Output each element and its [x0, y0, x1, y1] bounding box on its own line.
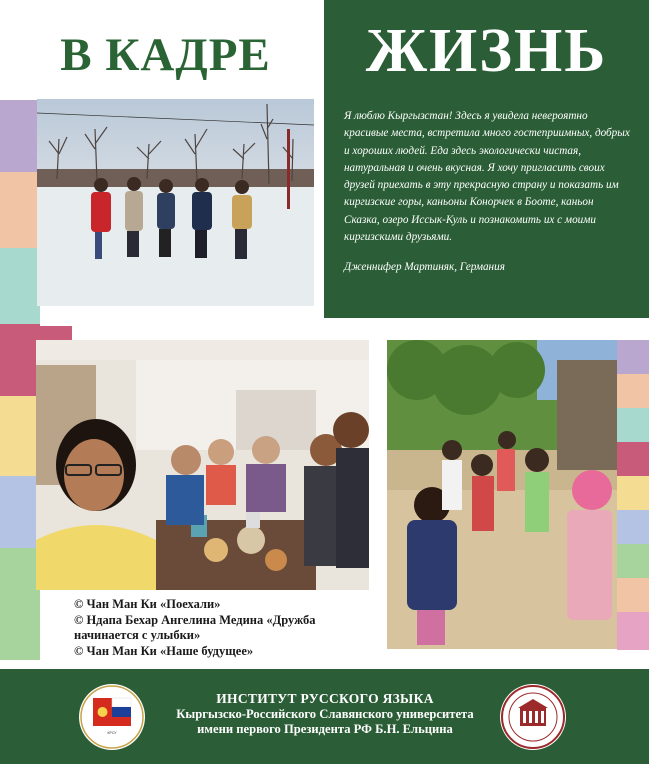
krsu-logo	[79, 684, 145, 750]
svg-text:КРСУ: КРСУ	[107, 731, 117, 735]
right-color-stripe	[617, 340, 649, 650]
quote-author: Дженнифер Мартиняк, Германия	[344, 261, 505, 274]
photo-kitchen-group	[36, 340, 369, 590]
title-zhizn: ЖИЗНЬ	[365, 17, 608, 85]
footer-line-1: ИНСТИТУТ РУССКОГО ЯЗЫКА	[216, 691, 434, 706]
footer-institution	[160, 691, 490, 738]
caption-3: © Чан Ман Ки «Наше будущее»	[74, 643, 254, 658]
title-v-kadre: В КАДРЕ	[60, 29, 271, 81]
quote-text: Я люблю Кыргызстан! Здесь я увидела невероятно красивые места, встретила много гостеприимных, добрых и хороших людей. Еда здесь экологически чистая, натуральная и очень вкусная. Я хочу пригласить своих друзей приехать в эту прекрасную страну и показать им киргизские горы, каньоны Конорчек в Боome, каньон Сказка, озеро Иссык-Куль и познакомить их с моими киргизскими друзьями.	[344, 110, 630, 244]
caption-2: © Ндапа Бехар Ангелина Медина «Дружба начинается с улыбки»	[74, 612, 316, 642]
photo-children-playing	[387, 340, 617, 649]
photo-captions	[74, 597, 364, 659]
caption-1: © Чан Ман Ки «Поехали»	[74, 597, 221, 611]
quote-block	[344, 108, 632, 277]
left-color-stripe	[0, 100, 40, 660]
footer-line-3: имени первого Президента РФ Б.Н. Ельцина	[197, 722, 453, 736]
institute-logo	[500, 684, 566, 750]
footer-line-2: Кыргызско-Российского Славянского университета	[176, 706, 474, 721]
photo-ice-rink	[37, 99, 314, 306]
